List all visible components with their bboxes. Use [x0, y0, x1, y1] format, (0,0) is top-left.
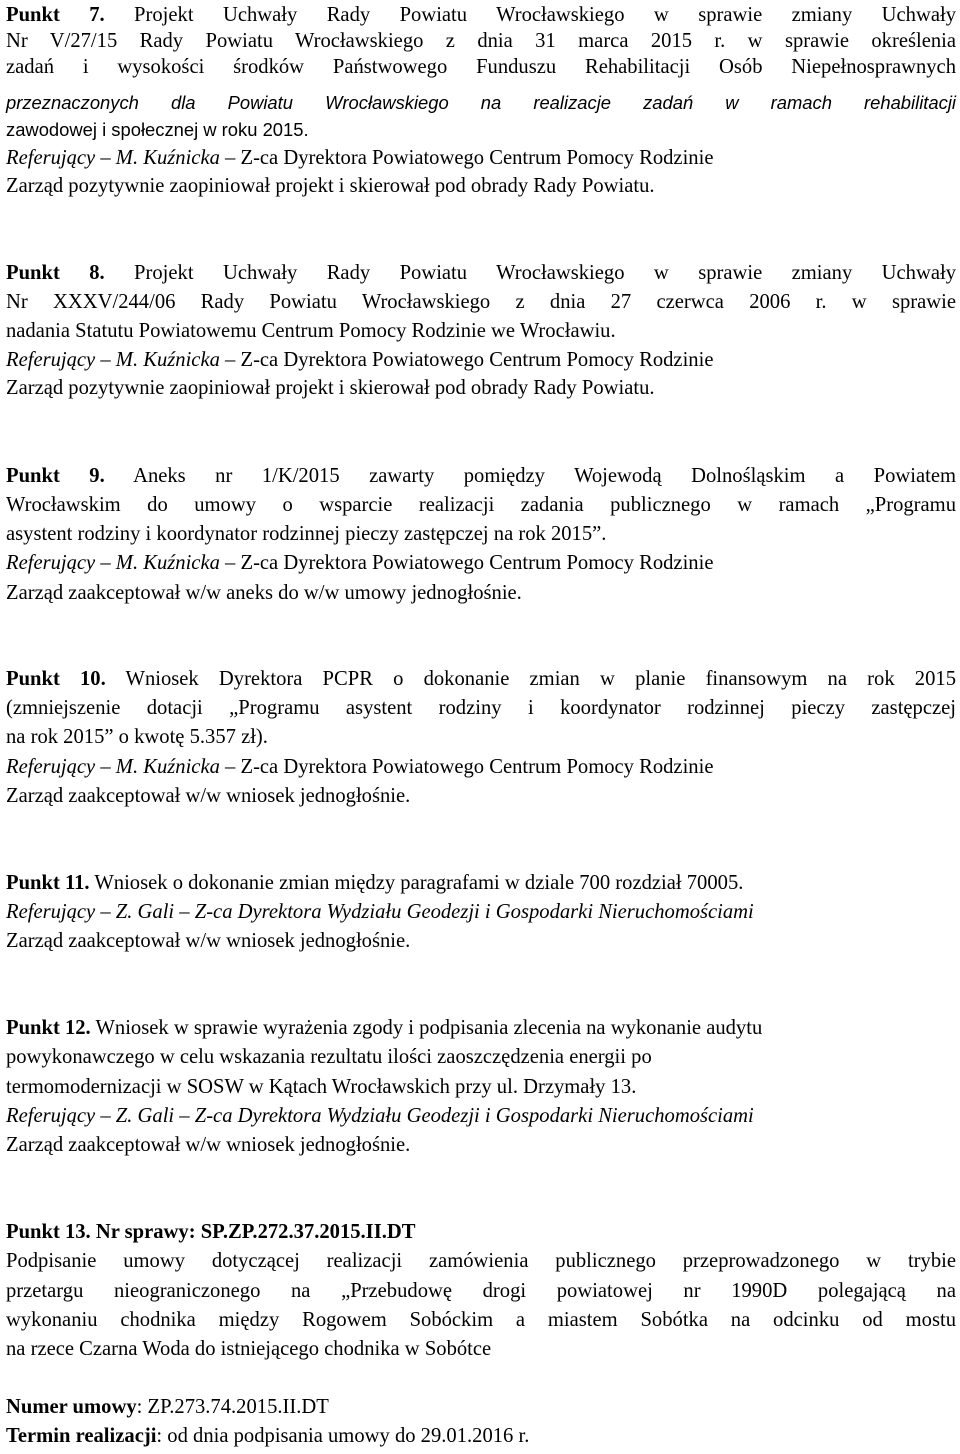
- termin-realizacji-value: : od dnia podpisania umowy do 29.01.2016 r.: [156, 1425, 530, 1447]
- punkt-9-ref-label: Referujący – M. Kuźnicka: [6, 552, 220, 574]
- punkt-13-line-1: Podpisanie umowy dotyczącej realizacji zamówienia publicznego przeprowadzonego w trybie: [6, 1250, 956, 1272]
- punkt-9-decision: Zarząd zaakceptował w/w aneks do w/w umowy jednogłośnie.: [6, 582, 522, 604]
- punkt-11-referent: [6, 897, 956, 927]
- punkt-9-ref-role: – Z-ca Dyrektora Powiatowego Centrum Pomocy Rodzinie: [219, 552, 714, 574]
- punkt-7-line-2: Nr V/27/15 Rady Powiatu Wrocławskiego z dnia 31 marca 2015 r. w sprawie określenia: [6, 30, 956, 52]
- punkt-10-ref-label: Referujący – M. Kuźnicka: [6, 756, 220, 778]
- punkt-8-line-2: Nr XXXV/244/06 Rady Powiatu Wrocławskiego z dnia 27 czerwca 2006 r. w sprawie: [6, 291, 956, 313]
- punkt-7-label: Punkt 7.: [6, 4, 105, 26]
- punkt-12-label: Punkt 12.: [6, 1017, 91, 1039]
- punkt-8-ref-label: Referujący – M. Kuźnicka: [6, 349, 220, 371]
- punkt-12-referent: [6, 1101, 956, 1131]
- punkt-9-referent: [6, 548, 956, 578]
- punkt-10-line-1: [6, 664, 956, 694]
- punkt-12-decision: Zarząd zaakceptował w/w wniosek jednogłośnie.: [6, 1134, 411, 1156]
- punkt-12-ref-role: – Z-ca Dyrektora Wydziału Geodezji i Gospodarki Nieruchomościami: [174, 1105, 754, 1127]
- punkt-8-ref-role: – Z-ca Dyrektora Powiatowego Centrum Pomocy Rodzinie: [219, 349, 714, 371]
- punkt-7-decision: Zarząd pozytywnie zaopiniował projekt i skierował pod obrady Rady Powiatu.: [6, 175, 655, 197]
- punkt-10-decision: Zarząd zaakceptował w/w wniosek jednogłośnie.: [6, 785, 411, 807]
- punkt-8-line-3: nadania Statutu Powiatowemu Centrum Pomocy Rodzinie we Wrocławiu.: [6, 320, 616, 342]
- punkt-10-line-2: (zmniejszenie dotacji „Programu asystent rodziny i koordynator rodzinnej pieczy zastępczej: [6, 697, 956, 719]
- punkt-7-text: Projekt Uchwały Rady Powiatu Wrocławskiego w sprawie zmiany Uchwały: [104, 4, 956, 26]
- punkt-9-text: Aneks nr 1/K/2015 zawarty pomiędzy Wojewodą Dolnośląskim a Powiatem: [104, 465, 956, 487]
- punkt-13-heading: Punkt 13. Nr sprawy: SP.ZP.272.37.2015.II.DT: [6, 1221, 416, 1243]
- punkt-13-termin-realizacji: [6, 1421, 956, 1451]
- punkt-7-ref-label: Referujący – M. Kuźnicka: [6, 147, 220, 169]
- punkt-12-text: Wniosek w sprawie wyrażenia zgody i podpisania zlecenia na wykonanie audytu: [90, 1017, 763, 1039]
- punkt-7-referent: [6, 143, 956, 173]
- punkt-13-line-2: przetargu nieograniczonego na „Przebudowę drogi powiatowej nr 1990D polegającą na: [6, 1280, 956, 1302]
- punkt-12-ref-label: Referujący – Z. Gali: [6, 1105, 175, 1127]
- punkt-13-line-4: na rzece Czarna Woda do istniejącego chodnika w Sobótce: [6, 1338, 492, 1360]
- punkt-9-label: Punkt 9.: [6, 465, 105, 487]
- punkt-9-line-1: [6, 461, 956, 491]
- numer-umowy-label: Numer umowy: [6, 1396, 137, 1418]
- punkt-12-line-1: [6, 1013, 956, 1043]
- punkt-11-line-1: [6, 868, 956, 898]
- punkt-10-referent: [6, 752, 956, 782]
- punkt-10-text: Wniosek Dyrektora PCPR o dokonanie zmian w planie finansowym na rok 2015: [105, 668, 956, 690]
- punkt-11-ref-label: Referujący – Z. Gali: [6, 901, 175, 923]
- punkt-11-decision: Zarząd zaakceptował w/w wniosek jednogłośnie.: [6, 930, 411, 952]
- punkt-7-line-4: przeznaczonych dla Powiatu Wrocławskiego na realizacje zadań w ramach rehabilitacji: [6, 92, 956, 113]
- termin-realizacji-label: Termin realizacji: [6, 1425, 157, 1447]
- punkt-11-label: Punkt 11.: [6, 872, 90, 894]
- punkt-12-line-2: powykonawczego w celu wskazania rezultatu ilości zaoszczędzenia energii po: [6, 1046, 652, 1068]
- numer-umowy-value: : ZP.273.74.2015.II.DT: [136, 1396, 329, 1418]
- punkt-13-numer-umowy: [6, 1392, 956, 1422]
- punkt-8-referent: [6, 345, 956, 375]
- punkt-8-decision: Zarząd pozytywnie zaopiniował projekt i skierował pod obrady Rady Powiatu.: [6, 377, 655, 399]
- punkt-8-line-1: [6, 258, 956, 288]
- punkt-9-line-3: asystent rodziny i koordynator rodzinnej pieczy zastępczej na rok 2015”.: [6, 523, 607, 545]
- punkt-7-line-3: zadań i wysokości środków Państwowego Funduszu Rehabilitacji Osób Niepełnosprawnych: [6, 56, 956, 78]
- punkt-13-line-3: wykonaniu chodnika między Rogowem Sobóckim a miastem Sobótka na odcinku od mostu: [6, 1309, 956, 1331]
- punkt-7-line-5: zawodowej i społecznej w roku 2015.: [6, 119, 309, 140]
- punkt-10-line-3: na rok 2015” o kwotę 5.357 zł).: [6, 726, 268, 748]
- punkt-8-label: Punkt 8.: [6, 262, 105, 284]
- punkt-9-line-2: Wrocławskim do umowy o wsparcie realizacji zadania publicznego w ramach „Programu: [6, 494, 956, 516]
- punkt-12-line-3: termomodernizacji w SOSW w Kątach Wrocławskich przy ul. Drzymały 13.: [6, 1076, 637, 1098]
- punkt-11-ref-role: – Z-ca Dyrektora Wydziału Geodezji i Gospodarki Nieruchomościami: [174, 901, 754, 923]
- punkt-8-text: Projekt Uchwały Rady Powiatu Wrocławskiego w sprawie zmiany Uchwały: [104, 262, 956, 284]
- punkt-10-ref-role: – Z-ca Dyrektora Powiatowego Centrum Pomocy Rodzinie: [219, 756, 714, 778]
- punkt-11-text: Wniosek o dokonanie zmian między paragrafami w dziale 700 rozdział 70005.: [89, 872, 744, 894]
- punkt-7-ref-role: – Z-ca Dyrektora Powiatowego Centrum Pomocy Rodzinie: [219, 147, 714, 169]
- punkt-10-label: Punkt 10.: [6, 668, 106, 690]
